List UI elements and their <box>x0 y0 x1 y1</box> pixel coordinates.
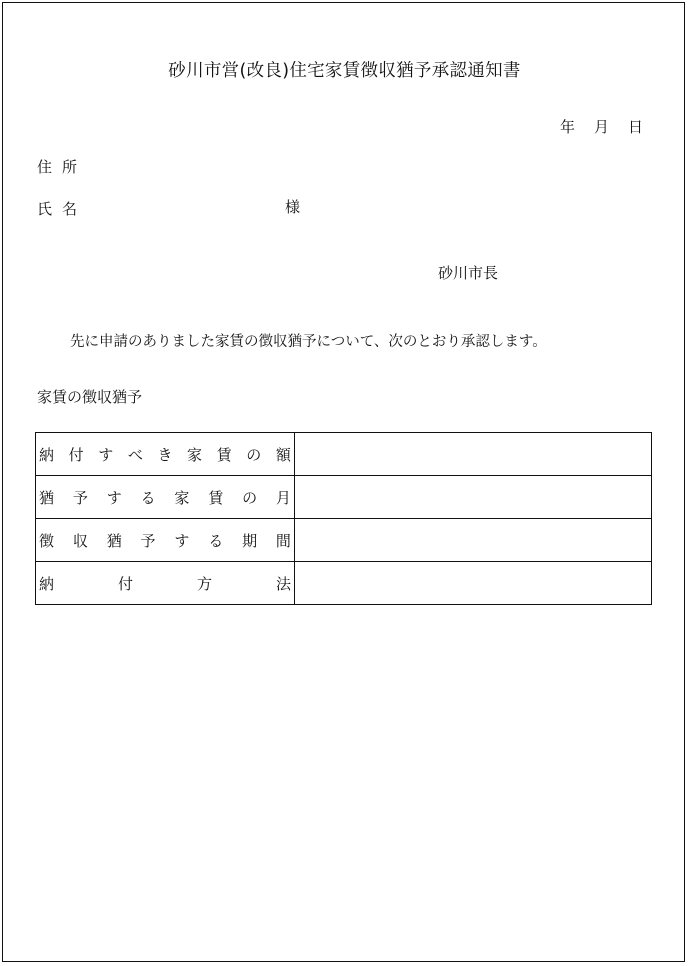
row-label-char: 賃 <box>216 445 232 464</box>
row-label-char: 予 <box>72 488 88 507</box>
row-label-char: 期 <box>242 531 258 550</box>
row-label-cell <box>36 433 295 476</box>
body-text: 先に申請のありました家賃の徴収猶予について、次のとおり承認します。 <box>70 334 547 350</box>
honorific: 様 <box>285 198 301 216</box>
row-value-cell[interactable] <box>295 433 652 476</box>
table-row <box>36 433 652 476</box>
row-label-char: す <box>98 445 114 464</box>
row-label-char: 納 <box>39 574 55 593</box>
row-label-char: す <box>106 488 122 507</box>
row-label-cell <box>36 519 295 562</box>
issuer: 砂川市長 <box>438 264 499 282</box>
row-label-char: 方 <box>196 574 212 593</box>
row-label-char: き <box>157 445 173 464</box>
row-label <box>39 519 291 561</box>
row-value-cell[interactable] <box>295 519 652 562</box>
row-label-char: 付 <box>68 445 84 464</box>
row-label-char: 付 <box>117 574 133 593</box>
row-label-char: 法 <box>275 574 291 593</box>
row-label <box>39 562 291 604</box>
row-value-cell[interactable] <box>295 476 652 519</box>
table-row <box>36 562 652 605</box>
row-label-char: の <box>246 445 262 464</box>
date-month: 月 <box>594 118 610 136</box>
row-label-char: 家 <box>174 488 190 507</box>
row-label-char: 収 <box>72 531 88 550</box>
row-label-char: る <box>208 531 224 550</box>
row-label-char: 猶 <box>106 531 122 550</box>
row-label-cell <box>36 562 295 605</box>
row-label-char: 賃 <box>208 488 224 507</box>
row-value-cell[interactable] <box>295 562 652 605</box>
row-label <box>39 433 291 475</box>
row-label-cell <box>36 476 295 519</box>
table-row <box>36 476 652 519</box>
row-label-char: す <box>174 531 190 550</box>
document-title: 砂川市営(改良)住宅家賃徴収猶予承認通知書 <box>168 61 521 81</box>
row-label-char: る <box>140 488 156 507</box>
date-year: 年 <box>560 118 576 136</box>
row-label-char: 予 <box>140 531 156 550</box>
row-label-char: 猶 <box>39 488 55 507</box>
row-label-char: べ <box>127 445 143 464</box>
section-heading: 家賃の徴収猶予 <box>37 388 143 406</box>
row-label-char: 徴 <box>39 531 55 550</box>
table-row <box>36 519 652 562</box>
row-label-char: の <box>242 488 258 507</box>
date-day: 日 <box>628 118 644 136</box>
row-label-char: 額 <box>275 445 291 464</box>
deferral-table <box>35 432 652 605</box>
date-line <box>560 116 643 137</box>
row-label <box>39 476 291 518</box>
address-label: 住所 <box>37 158 88 176</box>
row-label-char: 間 <box>275 531 291 550</box>
row-label-char: 月 <box>275 488 291 507</box>
row-label-char: 家 <box>187 445 203 464</box>
row-label-char: 納 <box>39 445 55 464</box>
name-label: 氏名 <box>37 200 88 218</box>
